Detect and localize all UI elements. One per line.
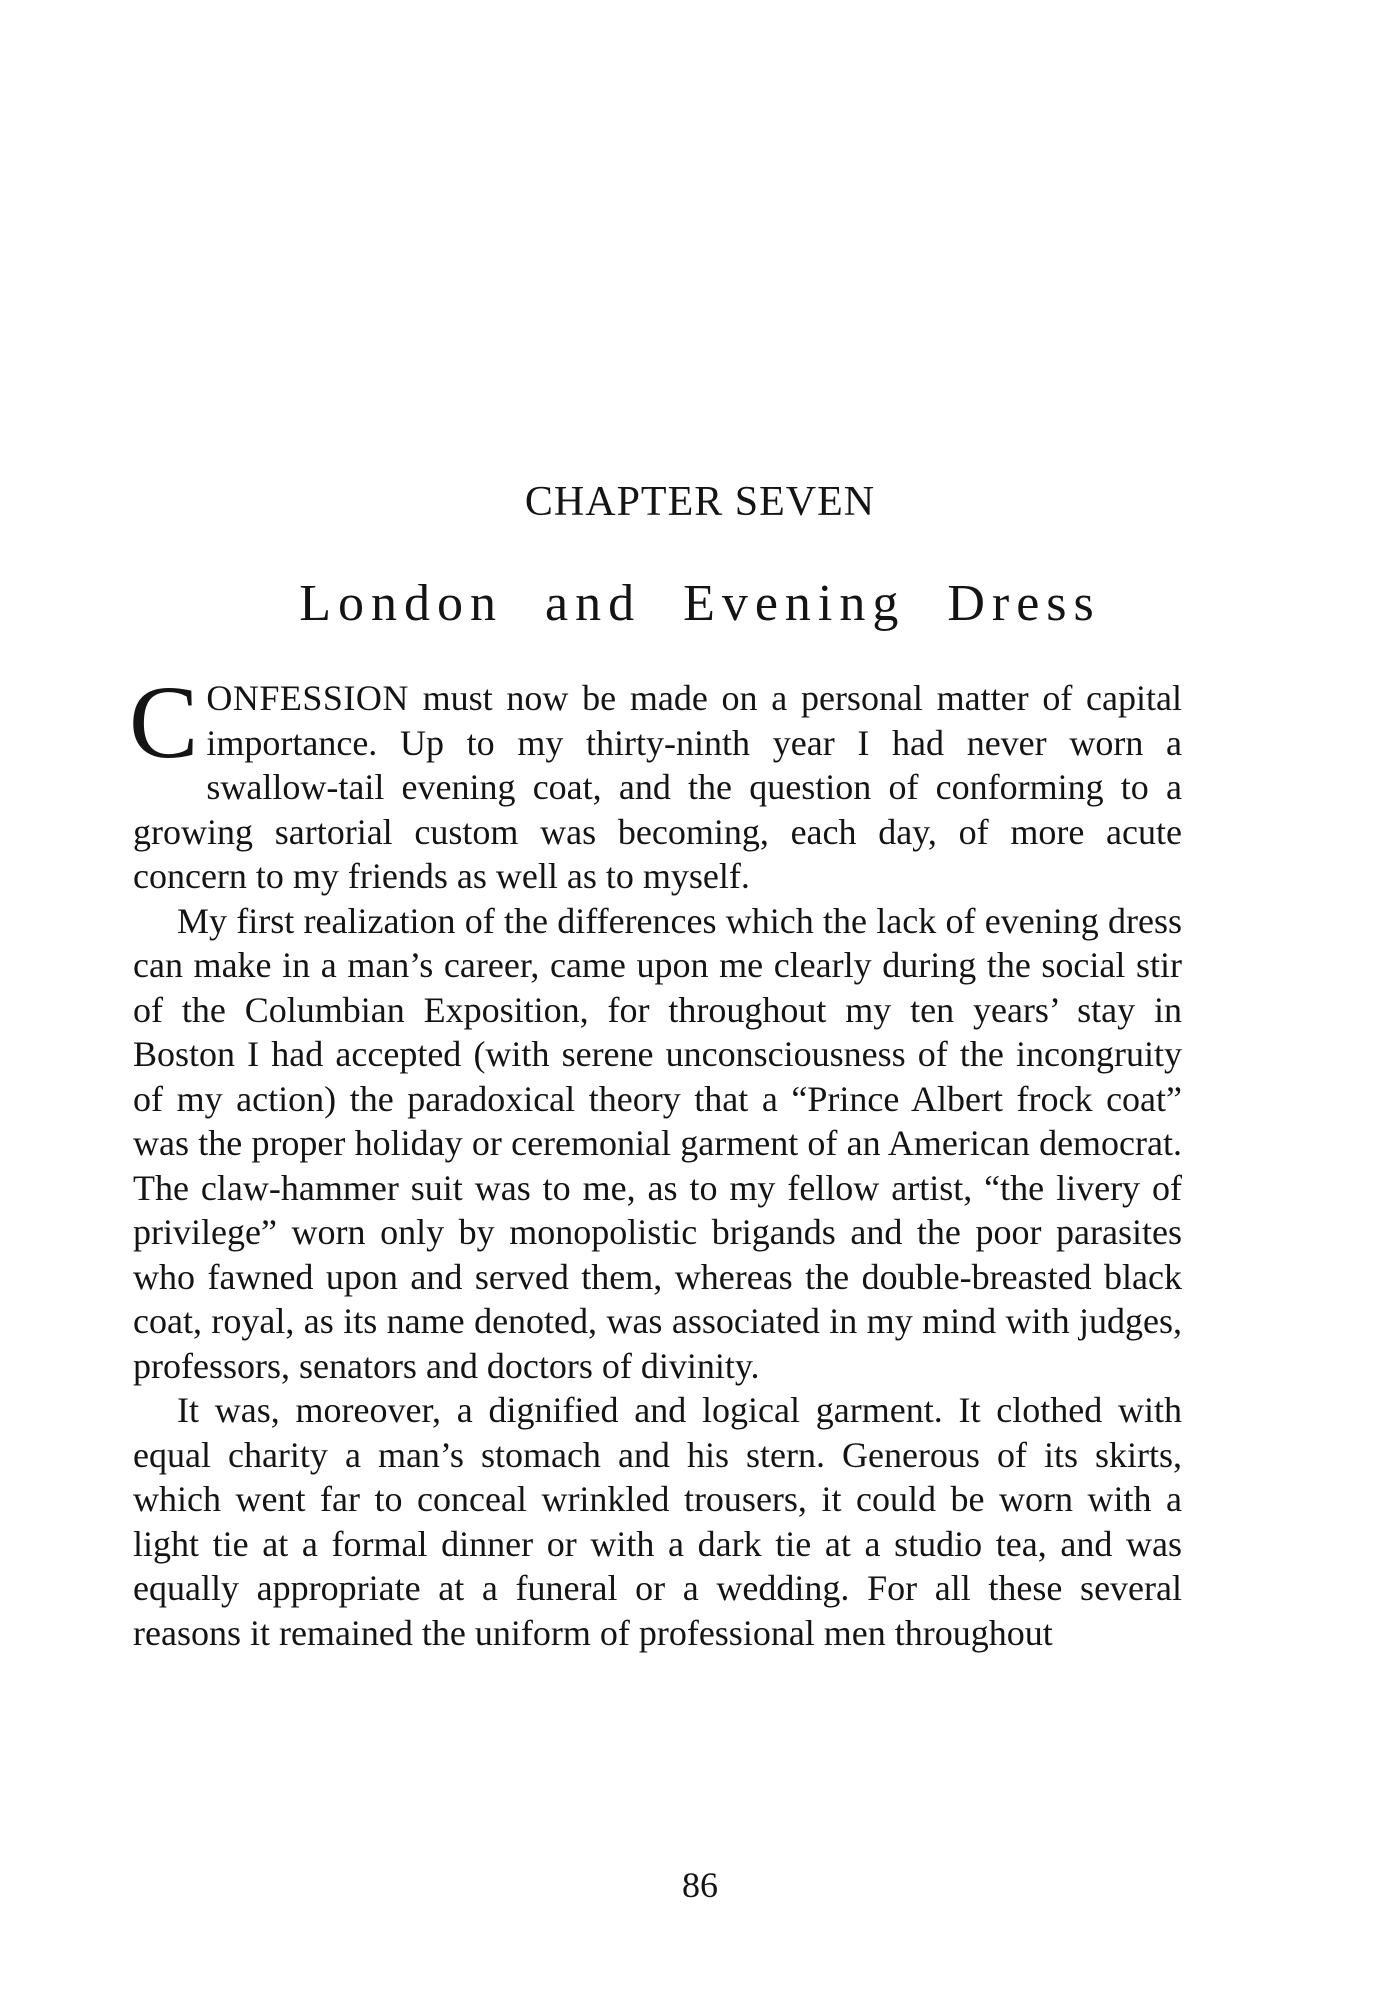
paragraph-1 — [129, 665, 1182, 899]
paragraph-3: It was, moreover, a dignified and logical garment. It clothed with equal charity a man’s stomach and his stern. Generous of its skirts, which went far to conceal wrinkled trousers, it could be worn with a light tie at a formal dinner or with a dark tie at a studio tea, and was equally appropriate at a funeral or a wedding. For all these several reasons it remained the uniform of professional men throughout — [133, 1390, 1182, 1653]
paragraph-1-text: must now be made on a personal matter of capital importance. Up to my thirty-ninth year I had never worn a swallow-tail evening coat, and the question of conforming to a growing sartorial custom was becoming, each day, of more acute concern to my friends as well as to myself. — [133, 678, 1182, 896]
lead-in-caps: ONFESSION — [206, 678, 409, 718]
chapter-title: London and Evening Dress — [299, 575, 1101, 632]
chapter-body — [129, 665, 1182, 1655]
paragraph-2: My first realization of the differences which the lack of evening dress can make in a man’s career, came upon me clearly during the social stir of the Columbian Exposition, for throughout my ten years’ stay in Boston I had accepted (with serene unconsciousness of the incongruity of my action) the paradoxical theory that a “Prince Albert frock coat” was the proper holiday or ceremonial garment of an American democrat. The claw-hammer suit was to me, as to my fellow artist, “the livery of privilege” worn only by monopolistic brigands and the poor parasites who fawned upon and served them, whereas the double-breasted black coat, royal, as its name denoted, was associated in my mind with judges, professors, senators and doctors of divinity. — [133, 900, 1182, 1386]
page-number: 86 — [682, 1865, 718, 1905]
chapter-number-heading: CHAPTER SEVEN — [524, 479, 876, 525]
drop-cap-letter: C — [129, 665, 199, 780]
